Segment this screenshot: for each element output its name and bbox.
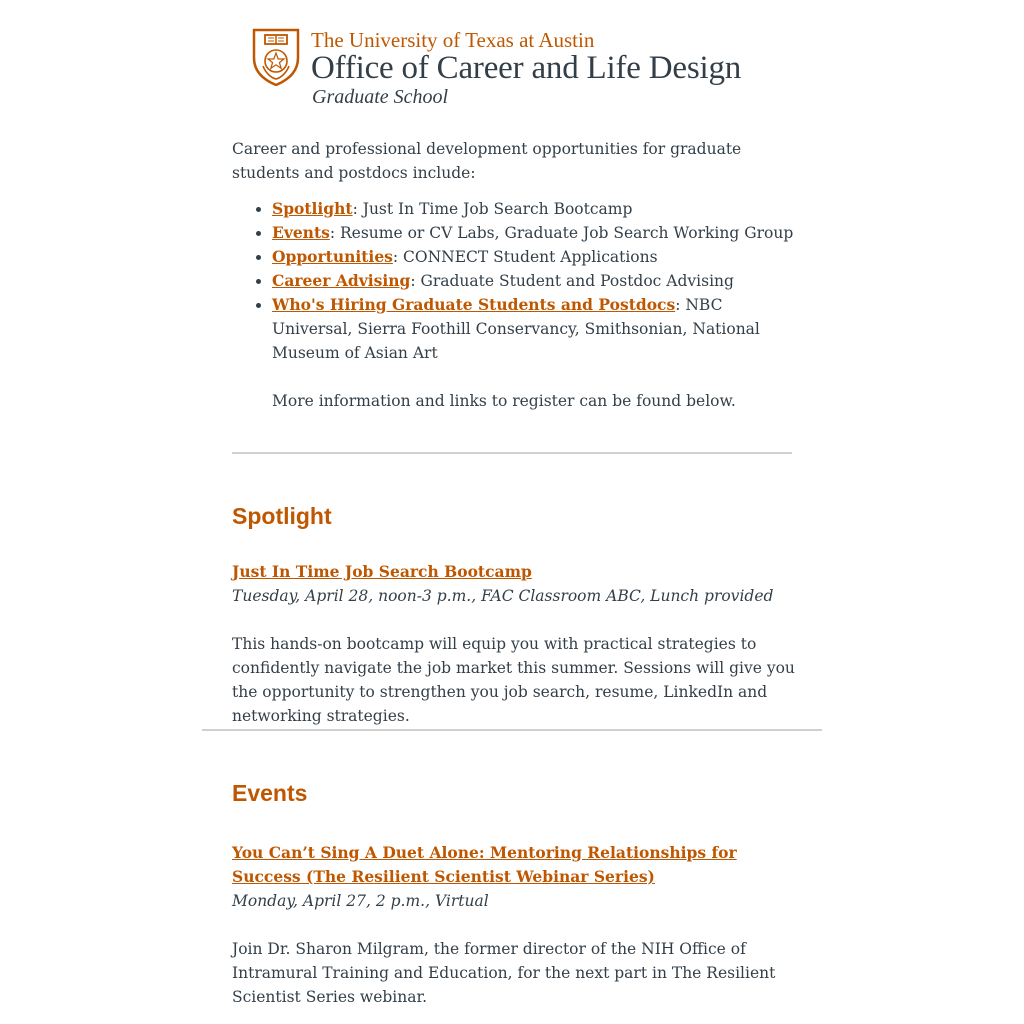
- list-item-text: : Just In Time Job Search Bootcamp: [352, 200, 633, 218]
- list-item-text: : Resume or CV Labs, Graduate Job Search Working Group: [329, 224, 794, 242]
- spotlight-event-title-link[interactable]: Just In Time Job Search Bootcamp: [232, 562, 532, 581]
- office-name: Office of Career and Life Design: [311, 50, 742, 86]
- intro-section: [232, 137, 802, 413]
- whos-hiring-link[interactable]: Who's Hiring Graduate Students and Postdocs: [272, 295, 676, 314]
- events-event-meta: Monday, April 27, 2 p.m., Virtual: [232, 892, 489, 910]
- intro-text: Career and professional development opportunities for graduate students and postdocs include:: [232, 140, 742, 182]
- list-item-text: : CONNECT Student Applications: [392, 248, 658, 266]
- list-item: [272, 197, 802, 221]
- ut-shield-logo-icon: [252, 28, 300, 86]
- spotlight-event-description: This hands-on bootcamp will equip you with practical strategies to confidently navigate the job market this summer. Sessions will give you the opportunity to strengthen you job search, resume, LinkedIn and networking strategies.: [232, 635, 795, 725]
- section-divider: [202, 729, 822, 731]
- career-advising-link[interactable]: Career Advising: [272, 271, 411, 290]
- school-name: Graduate School: [312, 86, 449, 108]
- events-heading: Events: [232, 780, 308, 806]
- list-item-text: : NBC Universal, Sierra Foothill Conservancy, Smithsonian, National Museum of Asian Art: [272, 296, 760, 362]
- spotlight-section: [232, 502, 797, 728]
- spotlight-event-meta: Tuesday, April 28, noon-3 p.m., FAC Classroom ABC, Lunch provided: [232, 587, 774, 605]
- section-divider: [232, 452, 792, 454]
- events-link[interactable]: Events: [272, 223, 330, 242]
- spotlight-link[interactable]: Spotlight: [272, 199, 353, 218]
- list-item: [272, 269, 802, 293]
- events-event-description: Join Dr. Sharon Milgram, the former director of the NIH Office of Intramural Training and Education, for the next part in The Resilient Scientist Series webinar.: [232, 940, 776, 1006]
- opportunities-link[interactable]: Opportunities: [272, 247, 393, 266]
- opportunities-list: [232, 197, 802, 365]
- list-item: [272, 221, 802, 245]
- events-event-title-link[interactable]: You Can’t Sing A Duet Alone: Mentoring Relationships for Success (The Resilient Scientist Webinar Series): [232, 843, 737, 886]
- events-section: [232, 779, 797, 1009]
- header: [252, 26, 772, 116]
- list-item: [272, 293, 802, 365]
- spotlight-heading: Spotlight: [232, 503, 332, 529]
- university-name: The University of Texas at Austin: [311, 28, 595, 52]
- intro-footer-text: More information and links to register can be found below.: [272, 392, 736, 410]
- list-item: [272, 245, 802, 269]
- list-item-text: : Graduate Student and Postdoc Advising: [410, 272, 734, 290]
